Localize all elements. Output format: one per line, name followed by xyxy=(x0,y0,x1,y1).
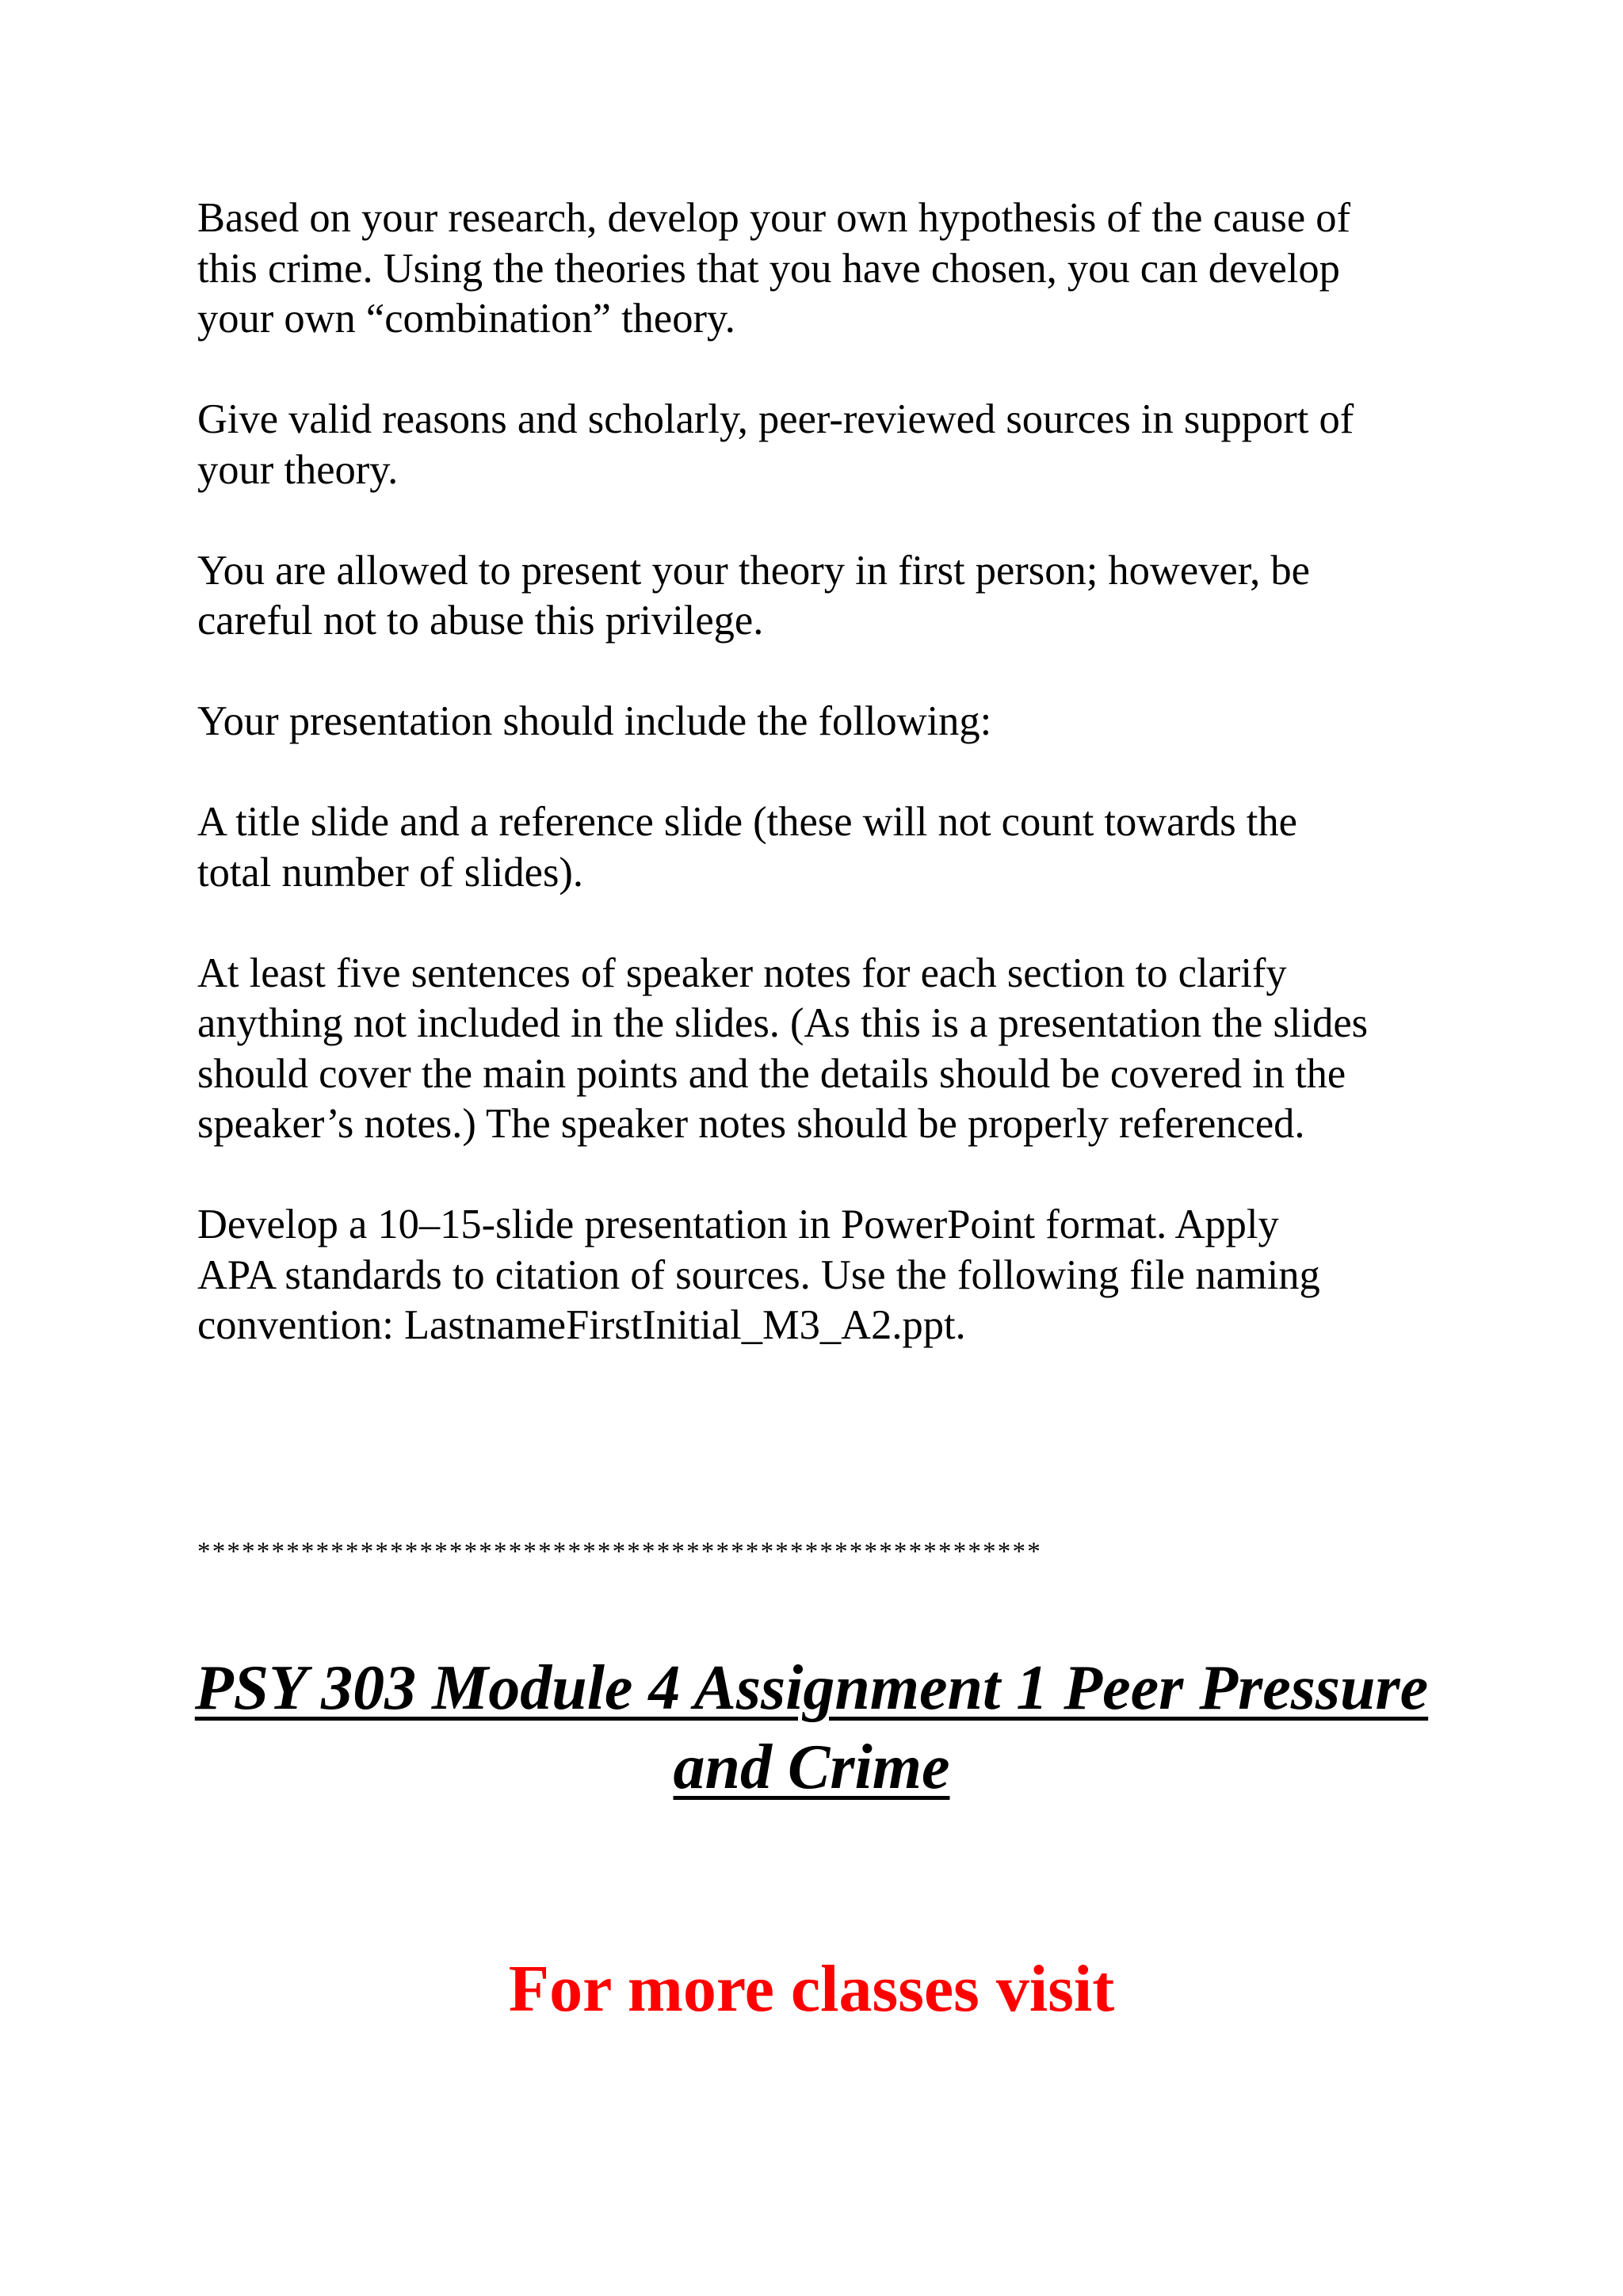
body-text xyxy=(197,193,1434,1401)
paragraph-first-person: You are allowed to present your theory in first person; however, be careful not to abuse this privilege. xyxy=(197,547,1310,644)
paragraph-valid-reasons: Give valid reasons and scholarly, peer-reviewed sources in support of your theory. xyxy=(197,396,1354,493)
paragraph-presentation-include: Your presentation should include the following: xyxy=(197,698,992,744)
paragraph-speaker-notes: At least five sentences of speaker notes for each section to clarify anything not included in the slides. (As this is a presentation the slides should cover the main points and the details should be covered in the speaker’s notes.) The speaker notes should be properly referenced. xyxy=(197,949,1369,1147)
paragraph-develop-presentation: Develop a 10–15-slide presentation in PowerPoint format. Apply APA standards to citation of sources. Use the following file naming convention: LastnameFirstInitial_M3_A2.ppt. xyxy=(197,1201,1320,1348)
assignment-title: PSY 303 Module 4 Assignment 1 Peer Pressure and Crime xyxy=(194,1653,1429,1802)
paragraph-hypothesis: Based on your research, develop your own hypothesis of the cause of this crime. Using the theories that you have chosen, you can develop your own “combination” theory. xyxy=(197,195,1351,342)
separator-asterisks: ********************************************************* xyxy=(197,1538,1042,1566)
paragraph-title-reference-slide: A title slide and a reference slide (these will not count towards the total number of slides). xyxy=(197,799,1297,896)
promo-text: For more classes visit xyxy=(508,1952,1115,2026)
